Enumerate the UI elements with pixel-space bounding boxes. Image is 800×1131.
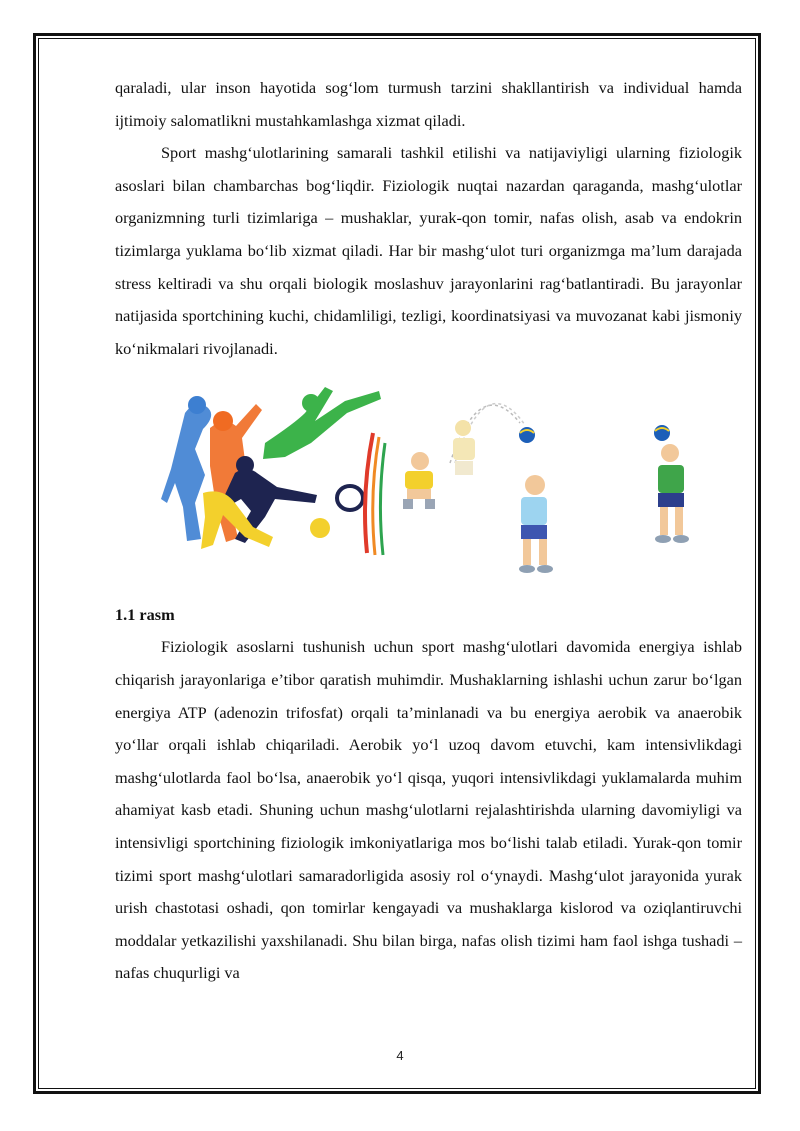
paragraph: Fiziologik asoslarni tushunish uchun sport mashg‘ulotlari davomida energiya ishlab chiqarish jarayonlariga e’tibor qaratish muhimdir. Mushaklarning ishlashi uchun zarur bo‘lgan energiya ATP (adenozin trifosfat) orqali ta’minlanadi va bu energiya aerobik va anaerobik yo‘llar orqali ishlab chiqariladi. Aerobik yo‘l uzoq davom etuvchi, kam intensivlikdagi mashg‘ulotlarda faol bo‘lsa, anaerobik yo‘l qisqa, yuqori intensivlikdagi yuklamalarda muhim ahamiyat kasb etadi. Shuning uchun mashg‘ulotlarni rejalashtirishda ularning davomiyligi va intensivligi sportchining fiziologik imkoniyatlariga mos bo‘lishi talab etiladi. Yurak-qon tomir tizimi sport mashg‘ulotlari samaradorligida asosiy rol o‘ynaydi. Mashg‘ulot jarayonida yurak urish chastotasi oshadi, qon tomirlar kengayadi va mushaklarga kislorod va oziqlantiruvchi moddalar yetkazilishi yaxshilanadi. Shu bilan birga, nafas olish tizimi ham faol ishga tushadi – nafas chuqurligi va (115, 637, 742, 983)
document-body (115, 72, 742, 990)
page-number: 4 (396, 1048, 404, 1063)
figure-illustration (115, 373, 742, 599)
sport-silhouettes-illustration (161, 387, 385, 555)
figure-caption: 1.1 rasm (115, 605, 175, 625)
paragraph: Sport mashg‘ulotlarining samarali tashkil etilishi va natijaviyligi ularning fiziologik asoslari bilan chambarchas bog‘liqdir. Fiziologik nuqtai nazardan qaraganda, mashg‘ulotlar organizmning turli tizimlariga – mushaklar, yurak-qon tomir, nafas olish, asab va endokrin tizimlarga yuklama bo‘lib xizmat qiladi. Har bir mashg‘ulot turi organizmga ma’lum darajada stress keltiradi va shu orqali biologik moslashuv jarayonlarini rag‘batlantiradi. Bu jarayonlar natijasida sportchining kuchi, chidamliligi, tezligi, koordinatsiyasi va muvozanat kabi jismoniy ko‘nikmalari rivojlanadi. (115, 143, 742, 358)
paragraph: qaraladi, ular inson hayotida sog‘lom turmush tarzini shakllantirish va individual hamda ijtimoiy salomatlikni mustahkamlashga xizmat qiladi. (115, 78, 742, 130)
volleyball-players-illustration (403, 404, 689, 573)
figure (115, 373, 742, 599)
